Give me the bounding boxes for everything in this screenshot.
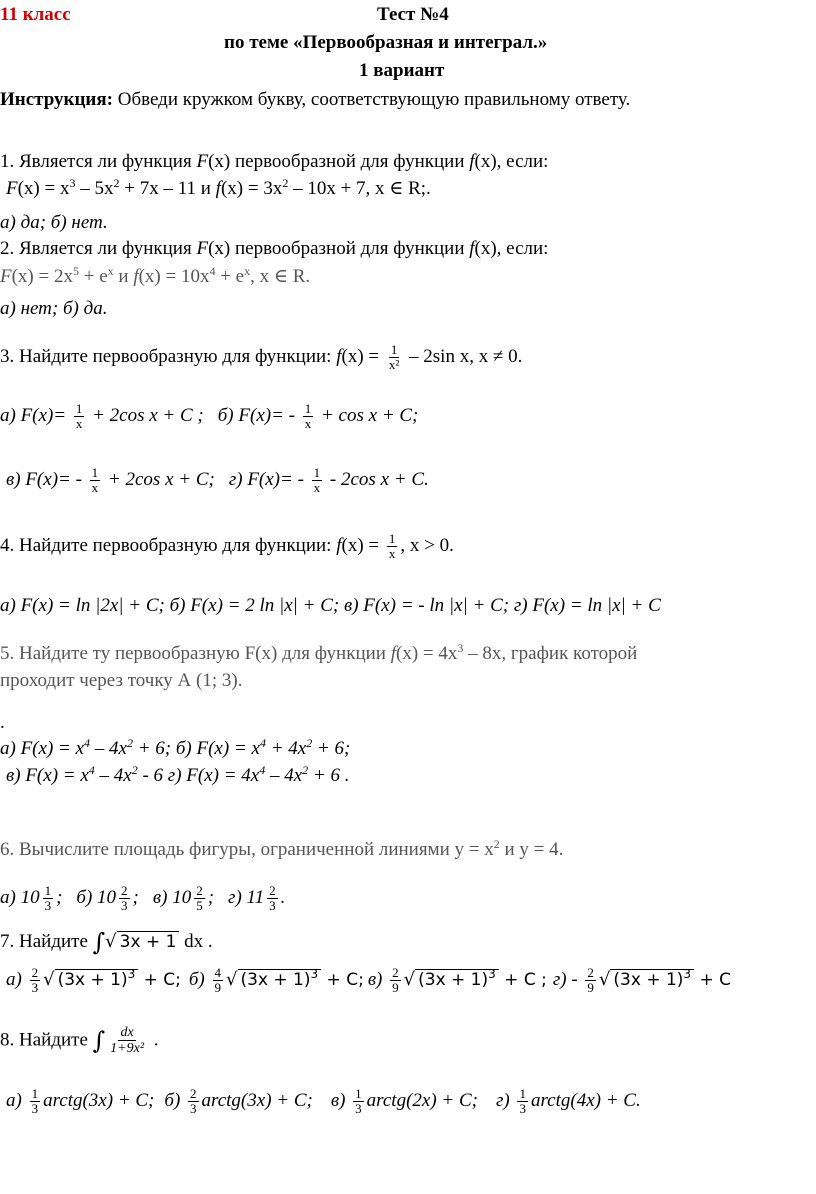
question-2-condition: $F(x) = 2x^5 + e^x$ и $f(x) = 10x^4 + e^x$, x ∈ R. — [0, 264, 311, 287]
question-7: 7. Найдите ∫√ 3x + 1 dx . — [0, 928, 213, 956]
class-label: 11 класс — [0, 4, 71, 25]
question-8-answers: а) $\frac{1}{3}$ arctg(3x) + C; б) $\frac{2}{3}$ arctg(3x) + C; в) $\frac{1}{3}$ arctg(2x) + C; г) $\frac{1}{3}$ arctg(4x) + C. — [6, 1086, 641, 1117]
question-3: 3. Найдите первообразную для функции: f(x) = $\frac{1}{\text{x²}}$ – 2sin x, x ≠ 0. — [0, 342, 523, 373]
instruction-text: Обведи кружком букву, соответствующую правильному ответу. — [113, 89, 631, 110]
question-1: 1. Является ли функция F(x) первообразной для функции f(x), если: — [0, 151, 549, 172]
integral-sign-8: ∫ — [92, 1026, 106, 1055]
question-6: 6. Вычислите площадь фигуры, ограниченной линиями $y = x^2$ и y = 4. — [0, 837, 564, 860]
question-4-answers: а) F(x) = ln |2x| + C; б) F(x) = 2 ln |x| + C; в) F(x) = - ln |x| + C; г) F(x) = ln |x| + C — [0, 595, 661, 616]
question-7-answers: а) $\frac{2}{3}$ √ $(3x + 1)^3 + C$; б) $\frac{4}{9}$ √ $(3x + 1)^3 + C$; в) $\frac{2}{9}$ √ $(3x + 1)^3 + C$ ; г) - $\frac{2}{9}$ √ $(3x + 1)^3 + C$ — [6, 965, 731, 996]
question-1-condition: $F(x) = x^3 - 5x^2 + 7x - 11$ и $f(x) = 3x^2 - 10x + 7$, x ∈ R;. — [6, 176, 431, 199]
question-1-answers: а) да; б) нет. — [0, 212, 108, 233]
variant-label: 1 вариант — [359, 60, 445, 81]
integral-sign: ∫ — [92, 928, 106, 956]
question-5-line2: проходит через точку А (1; 3). — [0, 670, 243, 691]
test-topic: по теме «Первообразная и интеграл.» — [224, 32, 548, 53]
question-3-answers-ab: а) F(x)= $\frac{1}{x}$ + 2cos x + C ; б) F(x)= - $\frac{1}{x}$ + cos x + C; — [0, 401, 419, 432]
test-title: Тест №4 — [377, 4, 449, 25]
question-2-answers: а) нет; б) да. — [0, 298, 108, 319]
question-4: 4. Найдите первообразную для функции: f(x) = $\frac{1}{x}$ , x > 0. — [0, 531, 454, 562]
question-3-answers-cd: в) F(x)= - $\frac{1}{x}$ + 2cos x + C; г) F(x)= - $\frac{1}{x}$ - 2cos x + C. — [6, 465, 429, 496]
question-8: 8. Найдите ∫ $\frac{dx}{\text{1+9x²}}$ . — [0, 1025, 159, 1057]
instruction — [0, 89, 630, 111]
question-5-dot: . — [0, 712, 5, 733]
question-6-answers: а) 10 $\frac{1}{3}$ ; б) 10 $\frac{2}{3}$ ; в) 10 $\frac{2}{5}$ ; г) 11 $\frac{2}{3}$ . — [0, 883, 286, 914]
question-5-answers-ab: а) $F(x) = x^4 - 4x^2 + 6$; б) $F(x) = x^4 + 4x^2 + 6$; — [0, 736, 351, 759]
question-5-answers-cd: в) $F(x) = x^4 - 4x^2 - 6$ г) $F(x) = 4x^4 - 4x^2 + 6$ . — [6, 763, 350, 786]
radical-sign: √ — [105, 931, 117, 952]
question-5: 5. Найдите ту первообразную F(x) для функции $f(x) = 4x^3 - 8x$, график которой — [0, 641, 638, 664]
question-2: 2. Является ли функция F(x) первообразной для функции f(x), если: — [0, 238, 549, 259]
instruction-label: Инструкция: — [0, 89, 113, 110]
